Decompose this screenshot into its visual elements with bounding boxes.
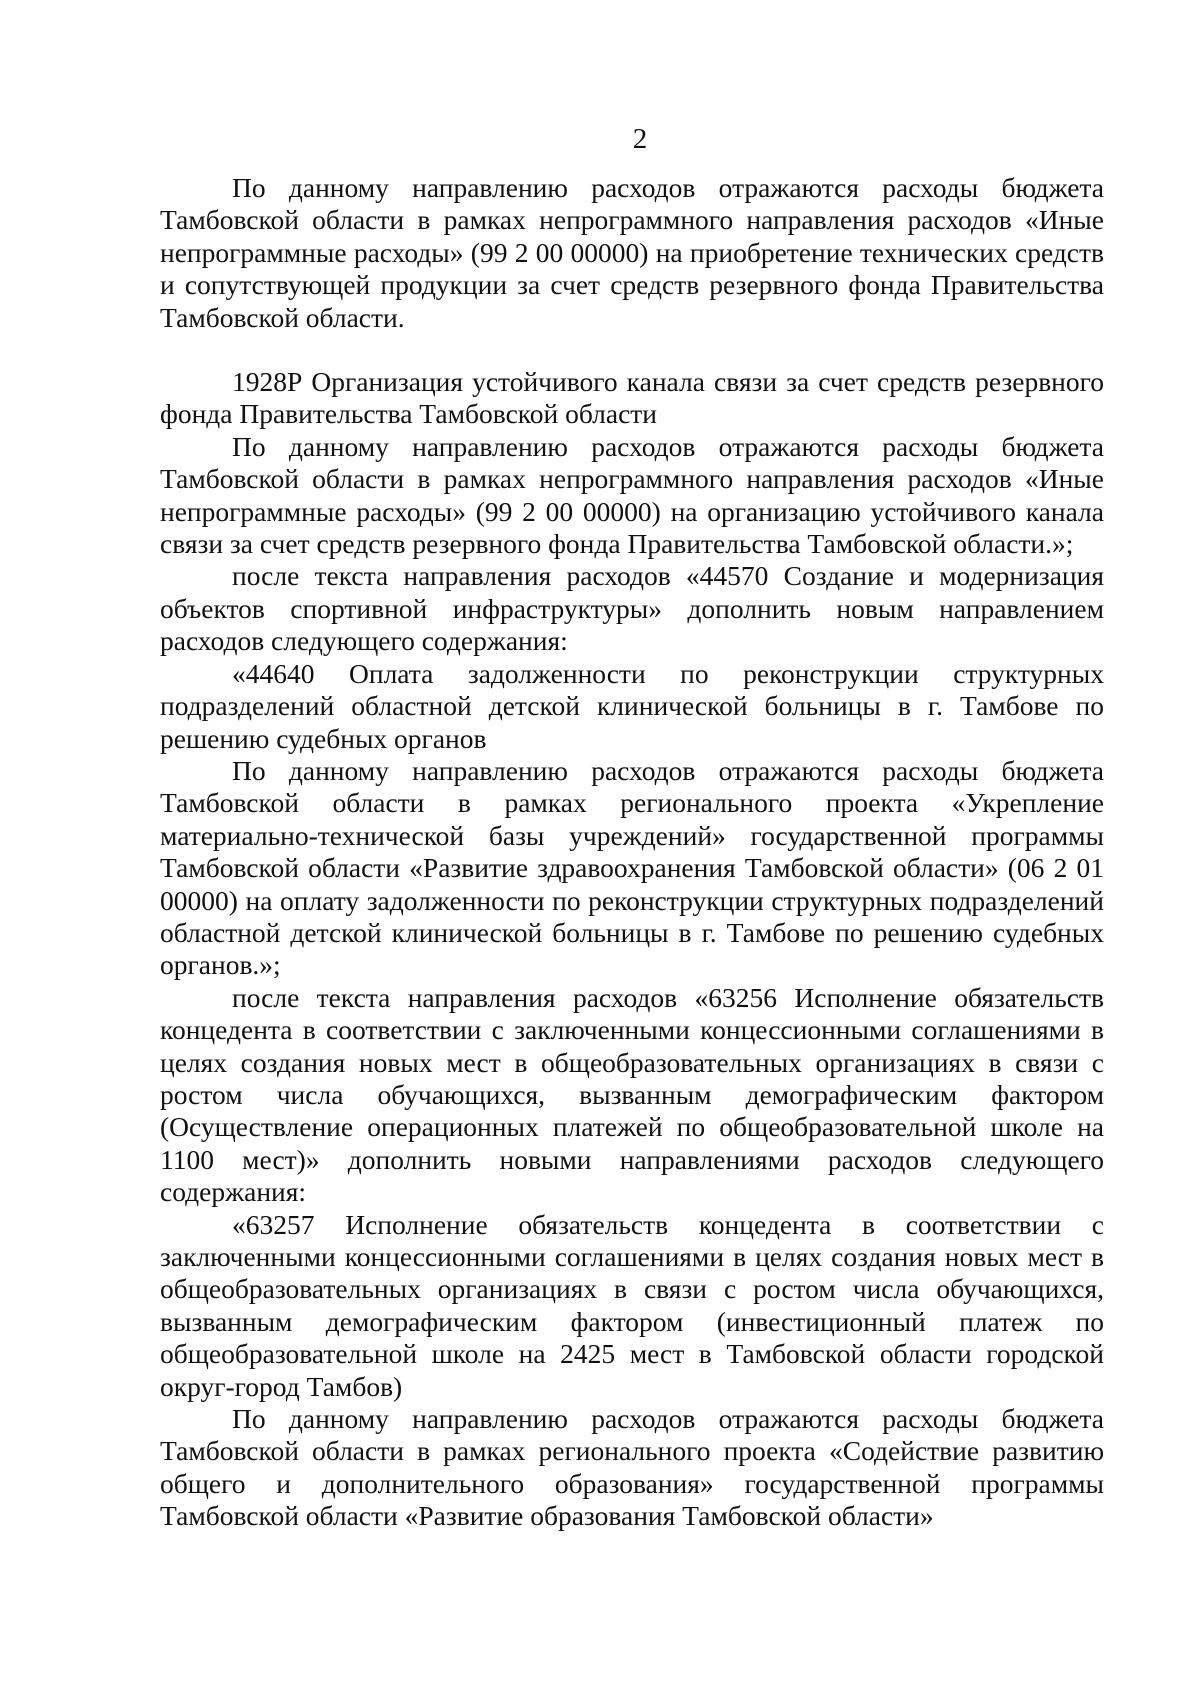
- paragraph-4: после текста направления расходов «44570 Создание и модернизация объектов спортивной инфраструктуры» дополнить новым направлением расходов следующего содержания:: [160, 560, 1104, 657]
- paragraph-3: По данному направлению расходов отражаются расходы бюджета Тамбовской области в рамках непрограммного направления расходов «Иные непрограммные расходы» (99 2 00 00000) на организацию устойчивого канала связи за счет средств резервного фонда Правительства Тамбовской области.»;: [160, 430, 1104, 560]
- paragraph-5-heading-44640: «44640 Оплата задолженности по реконструкции структурных подразделений областной детской клинической больницы в г. Тамбове по решению судебных органов: [160, 657, 1104, 754]
- paragraph-9: По данному направлению расходов отражаются расходы бюджета Тамбовской области в рамках регионального проекта «Содействие развитию общего и дополнительного образования» государственной программы Тамбовской области «Развитие образования Тамбовской области»: [160, 1403, 1104, 1532]
- page-number: 2: [632, 123, 648, 155]
- paragraph-2-heading-1928r: 1928Р Организация устойчивого канала связи за счет средств резервного фонда Правительства Тамбовской области: [160, 366, 1104, 430]
- document-body: [160, 172, 1104, 1533]
- paragraph-8-heading-63257: «63257 Исполнение обязательств концедента в соответствии с заключенными концессионными соглашениями в целях создания новых мест в общеобразовательных организациях в связи с ростом числа обучающихся, вызванным демографическим фактором (инвестиционный платеж по общеобразовательной школе на 2425 мест в Тамбовской области городской округ-город Тамбов): [160, 1208, 1104, 1402]
- paragraph-7: после текста направления расходов «63256 Исполнение обязательств концедента в соответствии с заключенными концессионными соглашениями в целях создания новых мест в общеобразовательных организациях в связи с ростом числа обучающихся, вызванным демографическим фактором (Осуществление операционных платежей по общеобразовательной школе на 1100 мест)» дополнить новыми направлениями расходов следующего содержания:: [160, 981, 1104, 1208]
- paragraph-1: По данному направлению расходов отражаются расходы бюджета Тамбовской области в рамках непрограммного направления расходов «Иные непрограммные расходы» (99 2 00 00000) на приобретение технических средств и сопутствующей продукции за счет средств резервного фонда Правительства Тамбовской области.: [160, 172, 1104, 333]
- paragraph-6: По данному направлению расходов отражаются расходы бюджета Тамбовской области в рамках регионального проекта «Укрепление материально-технической базы учреждений» государственной программы Тамбовской области «Развитие здравоохранения Тамбовской области» (06 2 01 00000) на оплату задолженности по реконструкции структурных подразделений областной детской клинической больницы в г. Тамбове по решению судебных органов.»;: [160, 754, 1104, 981]
